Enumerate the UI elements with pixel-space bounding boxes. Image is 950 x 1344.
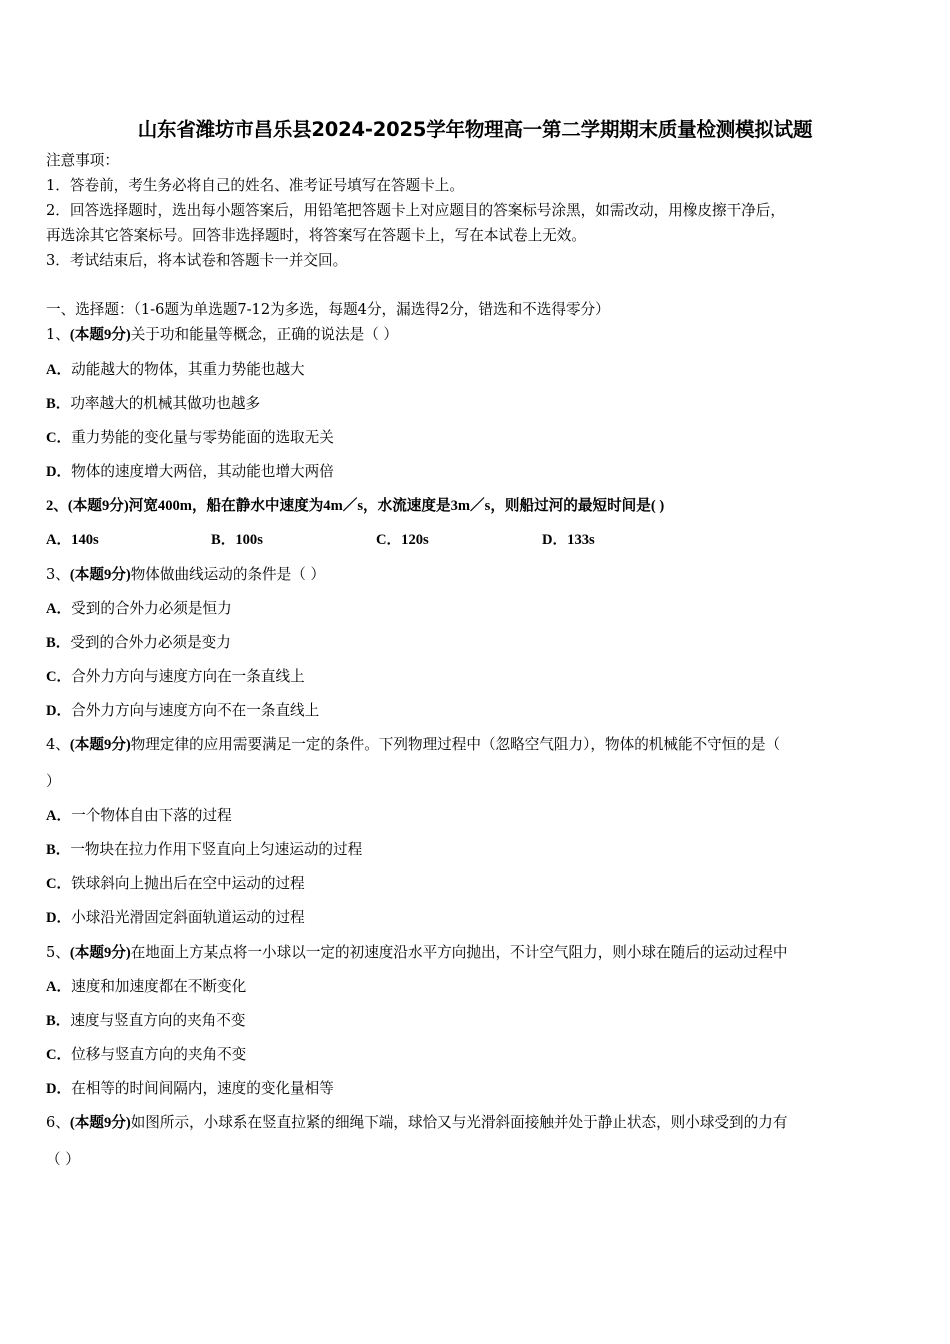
question-6-cont: （ ）	[46, 1151, 80, 1168]
question-number: 6、	[46, 1114, 70, 1131]
notice-item-3: 3．考试结束后，将本试卷和答题卡一并交回。	[46, 252, 348, 269]
question-tag: (本题9分)	[67, 498, 129, 514]
option-b: B．速度与竖直方向的夹角不变	[46, 1012, 246, 1029]
question-tag: (本题9分)	[69, 567, 131, 583]
question-number: 5、	[46, 944, 70, 961]
question-3	[46, 565, 325, 585]
question-tag: (本题9分)	[69, 737, 131, 753]
option-a: A．140s	[46, 532, 99, 548]
question-5	[46, 943, 787, 963]
question-number: 1、	[46, 326, 70, 343]
question-text: 河宽400m，船在静水中速度为4m／s，水流速度是3m／s，则船过河的最短时间是( )	[128, 498, 665, 514]
option-a: A．一个物体自由下落的过程	[46, 807, 232, 824]
page-title: 山东省潍坊市昌乐县2024-2025学年物理高一第二学期期末质量检测模拟试题	[137, 118, 813, 141]
option-d: D．133s	[542, 532, 595, 548]
option-a: A．动能越大的物体，其重力势能也越大	[46, 361, 305, 378]
option-c: C．合外力方向与速度方向在一条直线上	[46, 668, 305, 685]
question-number: 2、	[46, 498, 68, 514]
option-c: C．铁球斜向上抛出后在空中运动的过程	[46, 875, 305, 892]
question-text: 物体做曲线运动的条件是（ ）	[130, 566, 326, 583]
question-number: 4、	[46, 736, 70, 753]
notice-item-2-cont: 再选涂其它答案标号。回答非选择题时，将答案写在答题卡上，写在本试卷上无效。	[46, 227, 586, 244]
option-a: A．速度和加速度都在不断变化	[46, 978, 247, 995]
option-d: D．在相等的时间间隔内，速度的变化量相等	[46, 1080, 334, 1097]
section-heading: 一、选择题：（1-6题为单选题7-12为多选，每题4分，漏选得2分，错选和不选得零分）	[46, 301, 610, 318]
question-tag: (本题9分)	[69, 945, 131, 961]
question-text: 关于功和能量等概念，正确的说法是（ ）	[130, 326, 399, 343]
option-a: A．受到的合外力必须是恒力	[46, 600, 232, 617]
question-number: 3、	[46, 566, 70, 583]
question-4	[46, 735, 780, 755]
question-text: 物理定律的应用需要满足一定的条件。下列物理过程中（忽略空气阻力），物体的机械能不守恒的是（	[130, 736, 781, 753]
question-2	[46, 496, 664, 516]
notice-heading: 注意事项：	[46, 152, 119, 169]
option-d: D．物体的速度增大两倍，其动能也增大两倍	[46, 463, 334, 480]
option-c: C．位移与竖直方向的夹角不变	[46, 1046, 247, 1063]
option-d: D．小球沿光滑固定斜面轨道运动的过程	[46, 909, 305, 926]
notice-item-2: 2．回答选择题时，选出每小题答案后，用铅笔把答题卡上对应题目的答案标号涂黑，如需改动，用橡皮擦干净后，	[46, 202, 785, 219]
option-d: D．合外力方向与速度方向不在一条直线上	[46, 702, 320, 719]
question-text: 如图所示，小球系在竖直拉紧的细绳下端，球恰又与光滑斜面接触并处于静止状态，则小球受到的力有	[130, 1114, 788, 1131]
option-b: B．受到的合外力必须是变力	[46, 634, 231, 651]
question-4-cont: ）	[46, 773, 61, 790]
question-text: 在地面上方某点将一小球以一定的初速度沿水平方向抛出，不计空气阻力，则小球在随后的运动过程中	[130, 944, 788, 961]
option-b: B．一物块在拉力作用下竖直向上匀速运动的过程	[46, 841, 363, 858]
option-c: C．重力势能的变化量与零势能面的选取无关	[46, 429, 334, 446]
question-1	[46, 325, 398, 345]
question-6	[46, 1113, 787, 1133]
question-tag: (本题9分)	[69, 327, 131, 343]
notice-item-1: 1．答卷前，考生务必将自己的姓名、准考证号填写在答题卡上。	[46, 177, 464, 194]
option-b: B．100s	[211, 532, 263, 548]
question-tag: (本题9分)	[69, 1115, 131, 1131]
option-b: B．功率越大的机械其做功也越多	[46, 395, 261, 412]
option-c: C．120s	[376, 532, 429, 548]
